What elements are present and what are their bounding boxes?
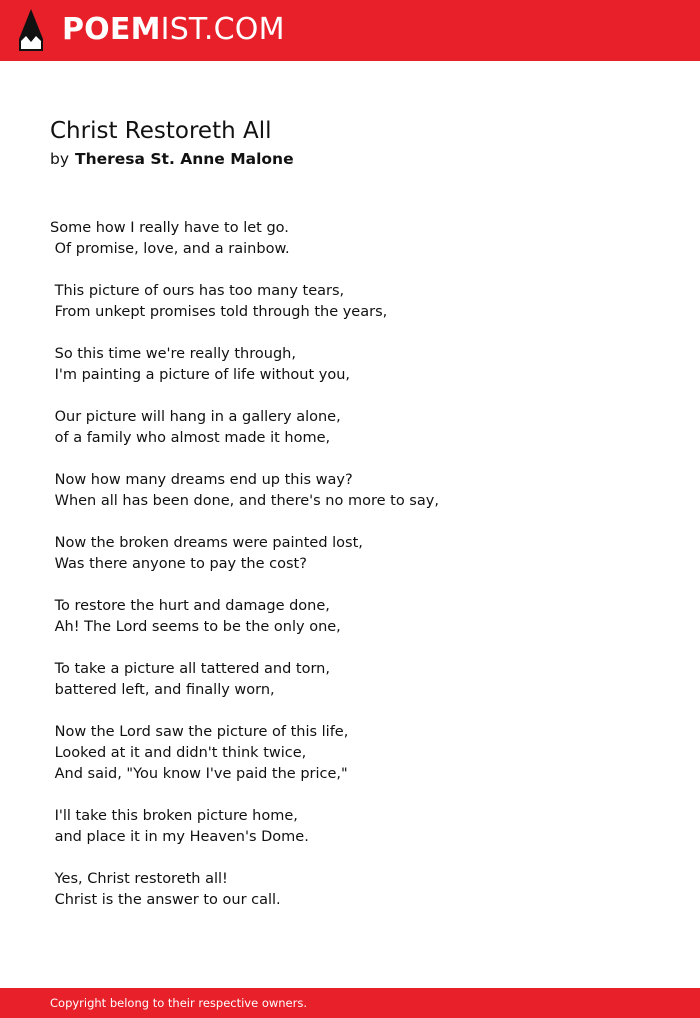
poem-line: I'll take this broken picture home, — [50, 808, 298, 824]
poem-stanza — [50, 281, 650, 323]
poem-line: I'm painting a picture of life without you, — [50, 367, 351, 383]
poem-line: Now the broken dreams were painted lost, — [50, 535, 363, 551]
site-header — [0, 0, 700, 61]
poem-stanza — [50, 659, 650, 701]
poem-line: When all has been done, and there's no more to say, — [50, 493, 439, 509]
poem-body — [50, 218, 650, 932]
poem-line: Now how many dreams end up this way? — [50, 472, 353, 488]
poem-line: Was there anyone to pay the cost? — [50, 556, 307, 572]
logo-light-text: IST.COM — [160, 12, 285, 47]
poem-line: Of promise, love, and a rainbow. — [50, 241, 290, 257]
poem-line: So this time we're really through, — [50, 346, 296, 362]
poem-stanza — [50, 806, 650, 848]
poem-line: Ah! The Lord seems to be the only one, — [50, 619, 341, 635]
poem-line: To take a picture all tattered and torn, — [50, 661, 330, 677]
logo-bold-text: POEM — [62, 12, 161, 47]
poem-stanza — [50, 869, 650, 911]
site-logo[interactable] — [62, 11, 285, 49]
copyright-text: Copyright belong to their respective owners. — [50, 996, 308, 1010]
author-name: Theresa St. Anne Malone — [75, 150, 294, 168]
poem-stanza — [50, 407, 650, 449]
poem-stanza — [50, 344, 650, 386]
poem-line: This picture of ours has too many tears, — [50, 283, 345, 299]
poem-line: Some how I really have to let go. — [50, 220, 289, 236]
poem-line: Looked at it and didn't think twice, — [50, 745, 307, 761]
pencil-tip-icon[interactable] — [18, 9, 44, 51]
poem-line: and place it in my Heaven's Dome. — [50, 829, 309, 845]
poem-title: Christ Restoreth All — [50, 118, 272, 144]
poem-stanza — [50, 218, 650, 260]
poem-line: Christ is the answer to our call. — [50, 892, 281, 908]
site-footer — [0, 988, 700, 1018]
poem-line: battered left, and finally worn, — [50, 682, 275, 698]
poem-line: Our picture will hang in a gallery alone, — [50, 409, 341, 425]
poem-line: To restore the hurt and damage done, — [50, 598, 330, 614]
poem-line: And said, "You know I've paid the price," — [50, 766, 348, 782]
byline — [50, 148, 294, 170]
poem-stanza — [50, 533, 650, 575]
poem-stanza — [50, 596, 650, 638]
poem-line: From unkept promises told through the years, — [50, 304, 388, 320]
poem-line: Now the Lord saw the picture of this life, — [50, 724, 349, 740]
poem-stanza — [50, 470, 650, 512]
poem-stanza — [50, 722, 650, 785]
by-label: by — [50, 150, 70, 168]
poem-line: Yes, Christ restoreth all! — [50, 871, 228, 887]
poem-line: of a family who almost made it home, — [50, 430, 331, 446]
